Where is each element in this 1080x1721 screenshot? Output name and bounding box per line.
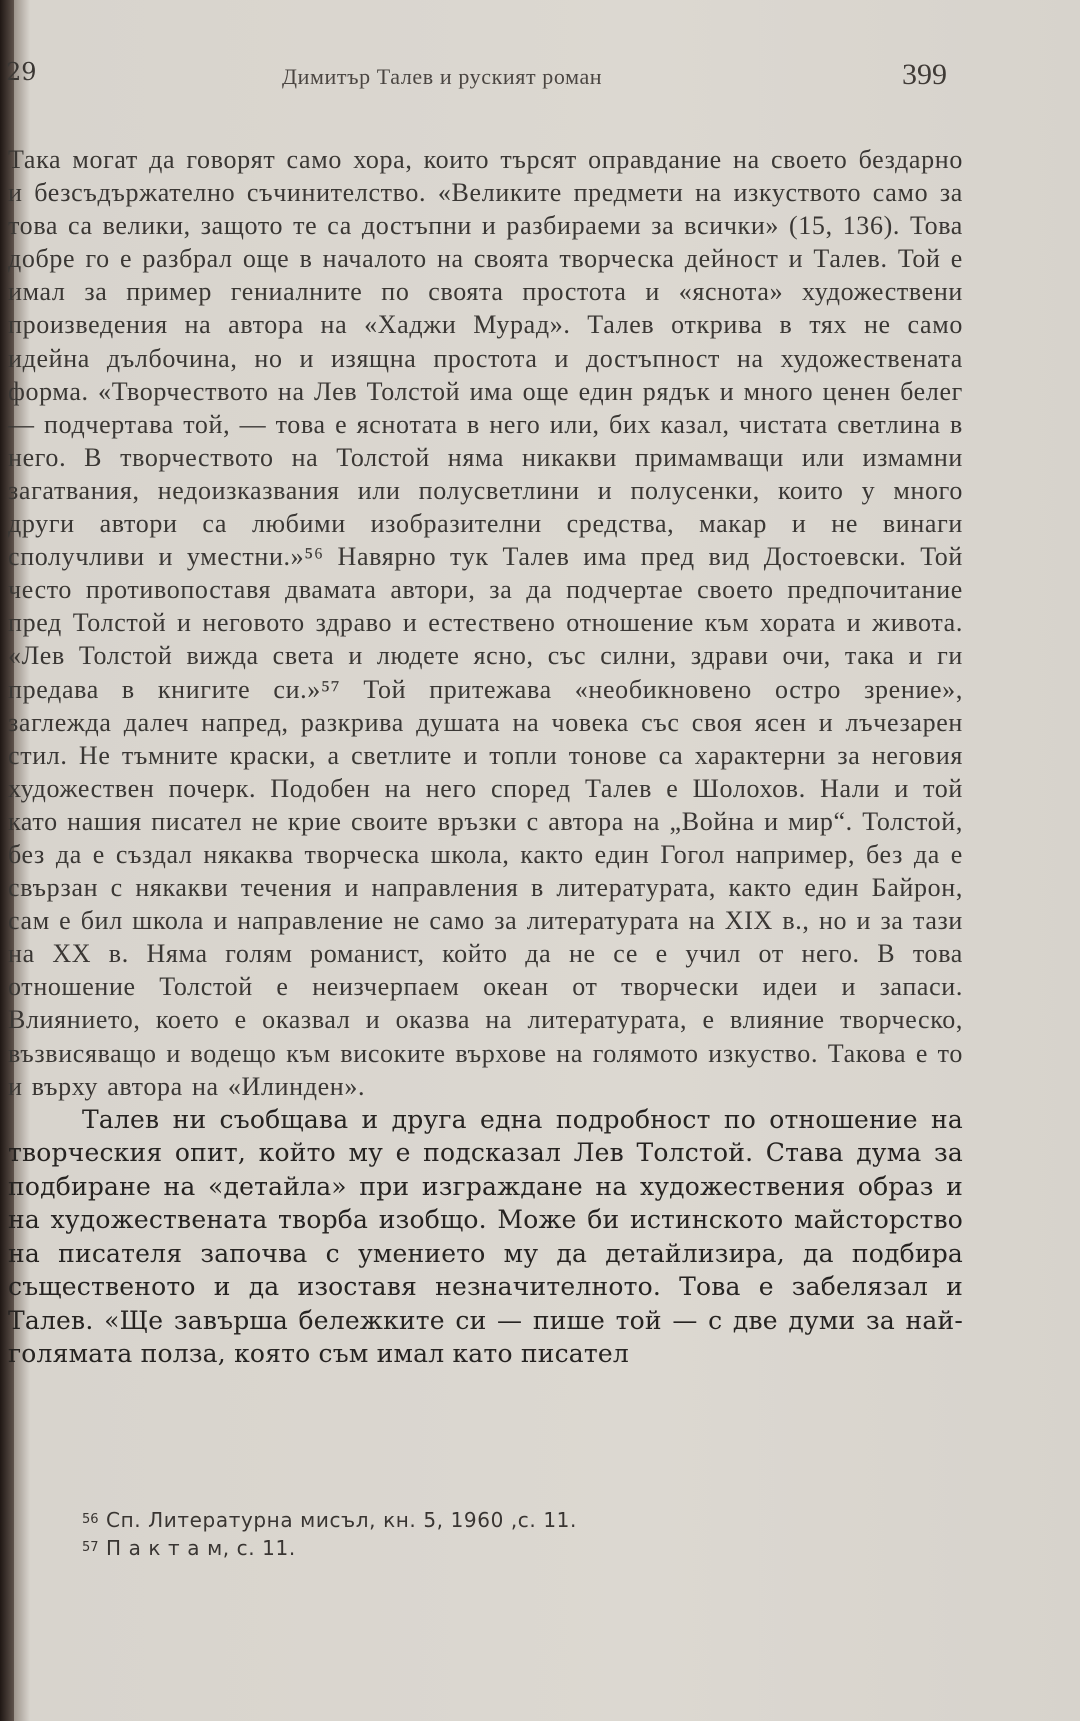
footnote-text: П а к т а м, с. 11. — [106, 1536, 296, 1560]
previous-page-number: 29 — [6, 58, 37, 86]
page-header — [0, 58, 1080, 98]
footnote-marker: 57 — [82, 1540, 99, 1555]
footnote-marker: 56 — [82, 1512, 99, 1527]
footnote-text: Сп. Литературна мисъл, кн. 5, 1960 ,с. 11. — [106, 1508, 577, 1532]
paragraph-1: Така могат да говорят само хора, които търсят оправдание на своето бездарно и безсъдържателно съчинителство. «Великите предмети на изкуството само за това са велики, защото те са достъпни и разбираеми за всички» (15, 136). Това добре го е разбрал още в началото на своята творческа дейност и Талев. Той е имал за пример гениалните по своята простота и «яснота» художествени произведения на автора на «Хаджи Мурад». Талев открива в тях не само идейна дълбочина, но и изящна простота и достъпност на художествената форма. «Творчеството на Лев Толстой има още един рядък и много ценен белег — подчертава той, — това е яснотата в него или, бих казал, чистата светлина в него. В творчеството на Толстой няма никакви примамващи или измамни загатвания, недоизказвания или полусветлини и полусенки, които у много други автори са любими изобразителни средства, макар и не винаги сполучливи и уместни.»⁵⁶ Навярно тук Талев има пред вид Достоевски. Той често противопоставя двамата автори, за да подчертае своето предпочитание пред Толстой и неговото здраво и естествено отношение към хората и живота. «Лев Толстой вижда света и людете ясно, със силни, здрави очи, така и ги предава в книгите си.»⁵⁷ Той притежава «необикновено остро зрение», заглежда далеч напред, разкрива душата на човека със своя ясен и лъчезарен стил. Не тъмните краски, а светлите и топли тонове са характерни за неговия художествен почерк. Подобен на него според Талев е Шолохов. Нали и той като нашия писател не крие своите връзки с автора на „Война и мир“. Толстой, без да е създал някаква творческа школа, както един Гогол например, без да е свързан с някакви течения и направления в литературата, както един Байрон, сам е бил школа и направление не само за литературата на XIX в., но и за тази на XX в. Няма голям романист, който да не се е учил от него. В това отношение Толстой е неизчерпаем океан от творчески идеи и запаси. Влиянието, което е оказвал и оказва на литературата, е влияние творческо, възвисяващо и водещо към високите върхове на голямото изкуство. Такова е то и върху автора на «Илинден». — [8, 145, 963, 1101]
main-text — [8, 143, 963, 1371]
footnotes — [82, 1508, 912, 1564]
paragraph-2: Талев ни съобщава и друга една подробност по отношение на творческия опит, който му е подсказал Лев Толстой. Става дума за подбиране на «детайла» при изграждане на художествения образ и на художествената творба изобщо. Може би истинското майсторство на писателя започва с умението му да детайлизира, да подбира същественото и да изоставя незначителното. Това е забелязал и Талев. «Ще завърша бележките си — пише той — с две думи за най-голямата полза, която съм имал като писател — [8, 1104, 963, 1369]
footnote-57 — [82, 1536, 912, 1560]
page-number: 399 — [902, 58, 947, 91]
footnote-56 — [82, 1508, 912, 1532]
running-title: Димитър Талев и руският роман — [282, 64, 603, 89]
